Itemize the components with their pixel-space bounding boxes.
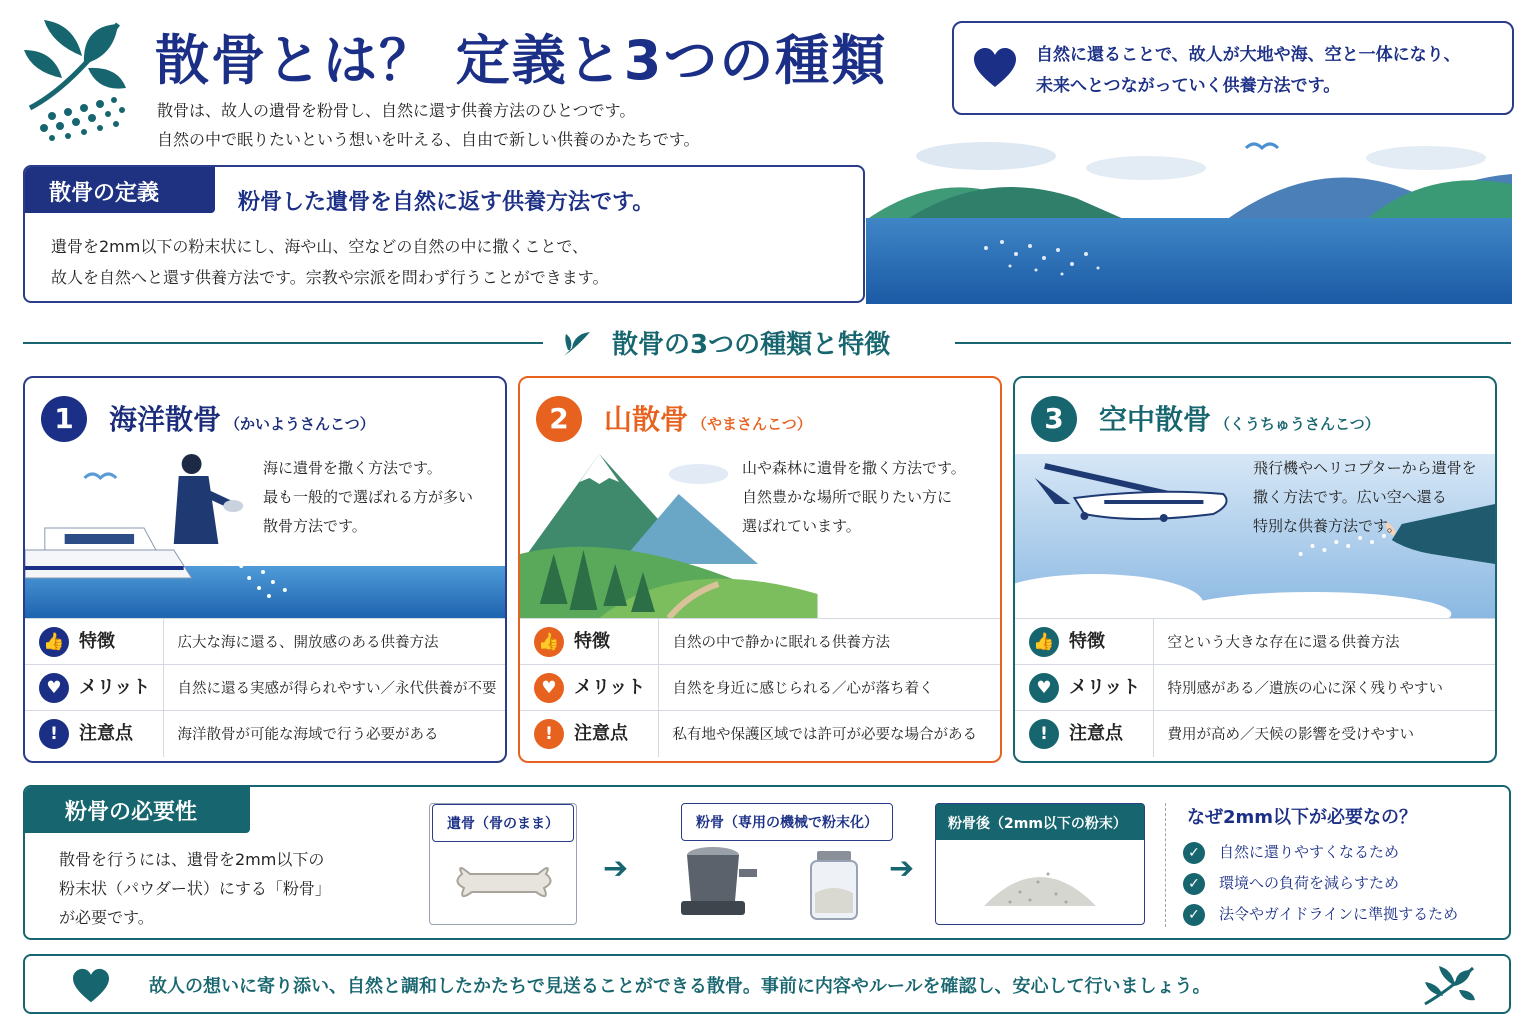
powder-label: 粉骨の必要性	[25, 787, 250, 833]
quote-text: 自然に還ることで、故人が大地や海、空と一体になり、 未来へとつながっていく供養方法です。	[1036, 45, 1461, 96]
table-row: ! 注意点 費用が高め／天候の影響を受けやすい	[1015, 711, 1495, 757]
check-icon: ✓	[1183, 904, 1205, 926]
arrow-right-icon: ➔	[603, 851, 629, 886]
exclamation-icon: !	[39, 719, 69, 749]
why-divider	[1165, 803, 1166, 927]
card-feature-table	[1015, 618, 1495, 757]
page-title: 散骨とは？ 定義と3つの種類	[155, 29, 888, 92]
leaf-icon	[562, 330, 594, 358]
bone-icon	[452, 858, 556, 906]
table-row: ! 注意点 海洋散骨が可能な海域で行う必要がある	[25, 711, 505, 757]
arrow-right-icon: ➔	[889, 851, 915, 886]
table-row: ♥ メリット 特別感がある／遺族の心に深く残りやすい	[1015, 665, 1495, 711]
table-row: 👍 特徴 空という大きな存在に還る供養方法	[1015, 619, 1495, 665]
heart-icon	[972, 47, 1018, 89]
table-row: ♥ メリット 自然を身近に感じられる／心が落ち着く	[520, 665, 1000, 711]
thumbs-up-icon: 👍	[1029, 627, 1059, 657]
card-description: 海に遺骨を撒く方法です。 最も一般的で選ばれる方が多い 散骨方法です。	[263, 459, 474, 535]
card-number: 2	[536, 396, 582, 442]
definition-box	[23, 165, 865, 303]
powder-jar-icon	[807, 849, 861, 921]
card-sea-scattering	[23, 376, 507, 763]
heart-icon: ♥	[39, 673, 69, 703]
table-row: ! 注意点 私有地や保護区域では許可が必要な場合がある	[520, 711, 1000, 757]
card-title: 空中散骨 （くうちゅうさんこつ）	[1099, 403, 1380, 436]
leaf-branch-icon	[1421, 964, 1477, 1006]
heart-icon: ♥	[1029, 673, 1059, 703]
footer-box	[23, 954, 1511, 1014]
exclamation-icon: !	[534, 719, 564, 749]
exclamation-icon: !	[1029, 719, 1059, 749]
powder-pile-icon	[980, 852, 1100, 912]
step-grinding-label: 粉骨（専用の機械で粉末化）	[681, 803, 893, 841]
sea-landscape-illustration	[866, 128, 1512, 304]
definition-heading: 粉骨した遺骨を自然に返す供養方法です。	[238, 190, 655, 215]
grinding-machine-icon	[673, 845, 763, 925]
definition-body: 遺骨を2mm以下の粉末状にし、海や山、空などの自然の中に撒くことで、 故人を自然へと還す供養方法です。宗教や宗派を問わず行うことができます。	[51, 237, 609, 287]
section-divider-right	[955, 342, 1511, 344]
step-bone: 遺骨（骨のまま）	[429, 803, 577, 925]
table-row: 👍 特徴 自然の中で静かに眠れる供養方法	[520, 619, 1000, 665]
heart-icon: ♥	[534, 673, 564, 703]
quote-box	[952, 21, 1514, 115]
section-title: 散骨の3つの種類と特徴	[612, 330, 891, 360]
heart-icon	[71, 968, 111, 1004]
card-description: 山や森林に遺骨を撒く方法です。 自然豊かな場所で眠りたい方に 選ばれています。	[742, 459, 966, 535]
card-number: 1	[41, 396, 87, 442]
card-feature-table	[520, 618, 1000, 757]
why-item: ✓ 環境への負荷を減らすため	[1183, 872, 1399, 895]
card-description: 飛行機やヘリコプターから遺骨を 撒く方法です。広い空へ還る 特別な供養方法です。	[1253, 459, 1477, 535]
definition-label: 散骨の定義	[25, 167, 215, 213]
why-item: ✓ 法令やガイドラインに準拠するため	[1183, 903, 1458, 926]
card-number: 3	[1031, 396, 1077, 442]
footer-text: 故人の想いに寄り添い、自然と調和したかたちで見送ることができる散骨。事前に内容やルールを確認し、安心して行いましょう。	[149, 976, 1211, 997]
card-air-scattering	[1013, 376, 1497, 763]
table-row: ♥ メリット 自然に還る実感が得られやすい／永代供養が不要	[25, 665, 505, 711]
card-feature-table	[25, 618, 505, 757]
why-title: なぜ2mm以下が必要なの？	[1187, 807, 1418, 828]
card-title: 海洋散骨 （かいようさんこつ）	[109, 403, 375, 436]
check-icon: ✓	[1183, 873, 1205, 895]
check-icon: ✓	[1183, 842, 1205, 864]
card-title: 山散骨 （やまさんこつ）	[604, 403, 812, 436]
powder-necessity-box	[23, 785, 1511, 940]
table-row: 👍 特徴 広大な海に還る、開放感のある供養方法	[25, 619, 505, 665]
intro-text: 散骨は、故人の遺骨を粉骨し、自然に還す供養方法のひとつです。 自然の中で眠りたいという想いを叶える、自由で新しい供養のかたちです。	[157, 101, 700, 149]
step-powder: 粉骨後（2mm以下の粉末）	[935, 803, 1145, 925]
section-divider-left	[23, 342, 543, 344]
leaf-logo-icon	[22, 16, 132, 144]
card-mountain-scattering	[518, 376, 1002, 763]
powder-body: 散骨を行うには、遺骨を2mm以下の 粉末状（パウダー状）にする「粉骨」 が必要です。	[59, 850, 331, 927]
why-item: ✓ 自然に還りやすくなるため	[1183, 841, 1399, 864]
thumbs-up-icon: 👍	[39, 627, 69, 657]
thumbs-up-icon: 👍	[534, 627, 564, 657]
